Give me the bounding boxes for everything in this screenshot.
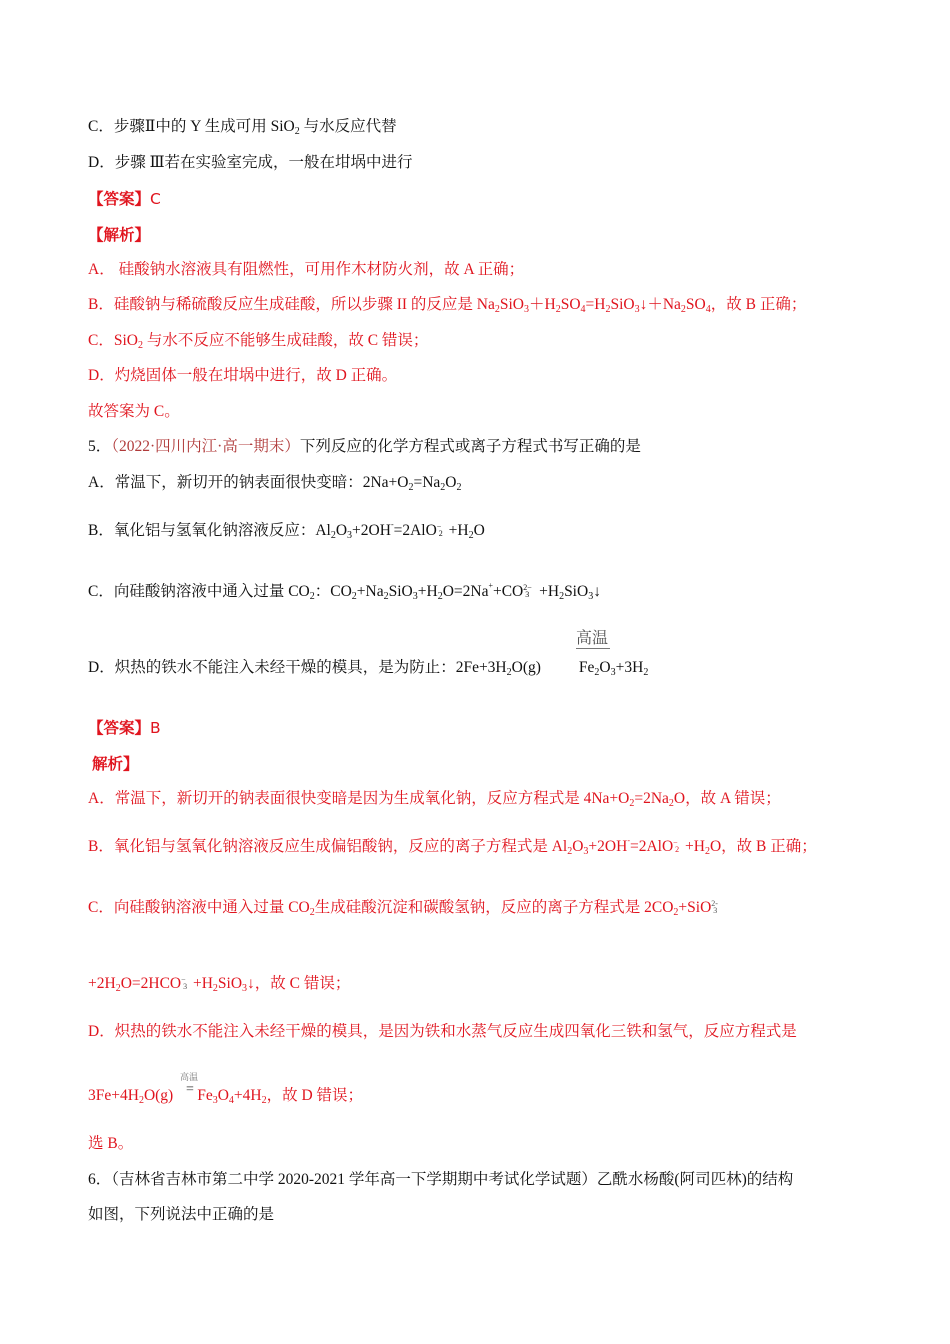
q4-option-d: D．步骤 Ⅲ若在实验室完成，一般在坩埚中进行 — [88, 154, 413, 171]
q5-analysis-label: 解析】 — [92, 755, 139, 773]
q5-option-a: A．常温下，新切开的钠表面很快变暗：$2Na+O_2=Na_2O_2$ — [88, 474, 462, 493]
q5-analysis-c-line1: C．向硅酸钠溶液中通入过量 $CO_2$生成硅酸沉淀和碳酸氢钠，反应的离子方程式是 $2CO_2+SiO$ 2- 3 — [88, 899, 718, 918]
q5-analysis-d-equals: = — [186, 1082, 194, 1097]
q4-answer: 【答案】C — [88, 190, 161, 208]
q5-option-b: B．氧化铝与氢氧化钠溶液反应：$Al_2O_3+2OH^-=2AlO$ − 2 $+H_2O$ — [88, 520, 485, 541]
q5-analysis-b: B．氧化铝与氢氧化钠溶液反应生成偏铝酸钠，反应的离子方程式是 $Al_2O_3+2OH^-=2AlO$ − 2 $+H_2O$，故 B 正确； — [88, 836, 817, 857]
q4-analysis-c: C．SiO$_2$ 与水不反应不能够生成硅酸，故 C 错误； — [88, 332, 429, 351]
q5-option-d: D．炽热的铁水不能注入未经干燥的模具，是为防止：$2Fe+3H_2O(g)$ $Fe_2O_3+3H_2$ — [88, 659, 649, 678]
q5-stem: 5．（2022·四川内江·高一期末）下列反应的化学方程式或离子方程式书写正确的是 — [88, 438, 641, 455]
q6-stem-line1: 6．（吉林省吉林市第二中学 2020-2021 学年高一下学期期中考试化学试题）乙酰水杨酸(阿司匹林)的结构 — [88, 1171, 794, 1188]
q5-analysis-d-line2: $3Fe+4H_2O(g)$ $Fe_3O_4+4H_2$，故 D 错误； — [88, 1087, 364, 1106]
q4-analysis-label: 【解析】 — [88, 226, 151, 244]
q4-analysis-b: B．硅酸钠与稀硫酸反应生成硅酸，所以步骤 II 的反应是 $Na_2SiO_3+H_2SO_4=H_2SiO_3↓+Na_2SO_4$，故 B 正确； — [88, 296, 807, 315]
q4-option-c: C．步骤Ⅱ中的 Y 生成可用 SiO$_2$ 与水反应代替 — [88, 118, 397, 137]
q4-analysis-a: A． 硅酸钠水溶液具有阻燃性，可用作木材防火剂，故 A 正确； — [88, 261, 525, 278]
q4-conclusion: 故答案为 C。 — [88, 403, 180, 420]
q6-stem-line2: 如图，下列说法中正确的是 — [88, 1206, 275, 1223]
q5-conclusion: 选 B。 — [88, 1135, 134, 1152]
q4-analysis-d: D．灼烧固体一般在坩埚中进行，故 D 正确。 — [88, 367, 398, 384]
q5-analysis-d-line1: D．炽热的铁水不能注入未经干燥的模具，是因为铁和水蒸气反应生成四氧化三铁和氢气，反应方程式是 — [88, 1023, 797, 1040]
q5-answer: 【答案】B — [88, 719, 161, 737]
q5-analysis-d-condition: 高温 — [180, 1072, 199, 1082]
q5-option-d-condition: 高温 — [576, 630, 609, 647]
q5-analysis-a: A．常温下，新切开的钠表面很快变暗是因为生成氧化钠，反应方程式是 $4Na+O_2=2Na_2O$，故 A 错误； — [88, 790, 781, 809]
q5-analysis-c-line2: $+2H_2O=2HCO$ − 3 $+H_2SiO_3↓$，故 C 错误； — [88, 975, 351, 994]
q5-option-c: C．向硅酸钠溶液中通入过量 $CO_2$：$CO_2+Na_2SiO_3+H_2O=2Na^++CO$ 2− 3 $+H_2SiO_3↓$ — [88, 581, 601, 602]
